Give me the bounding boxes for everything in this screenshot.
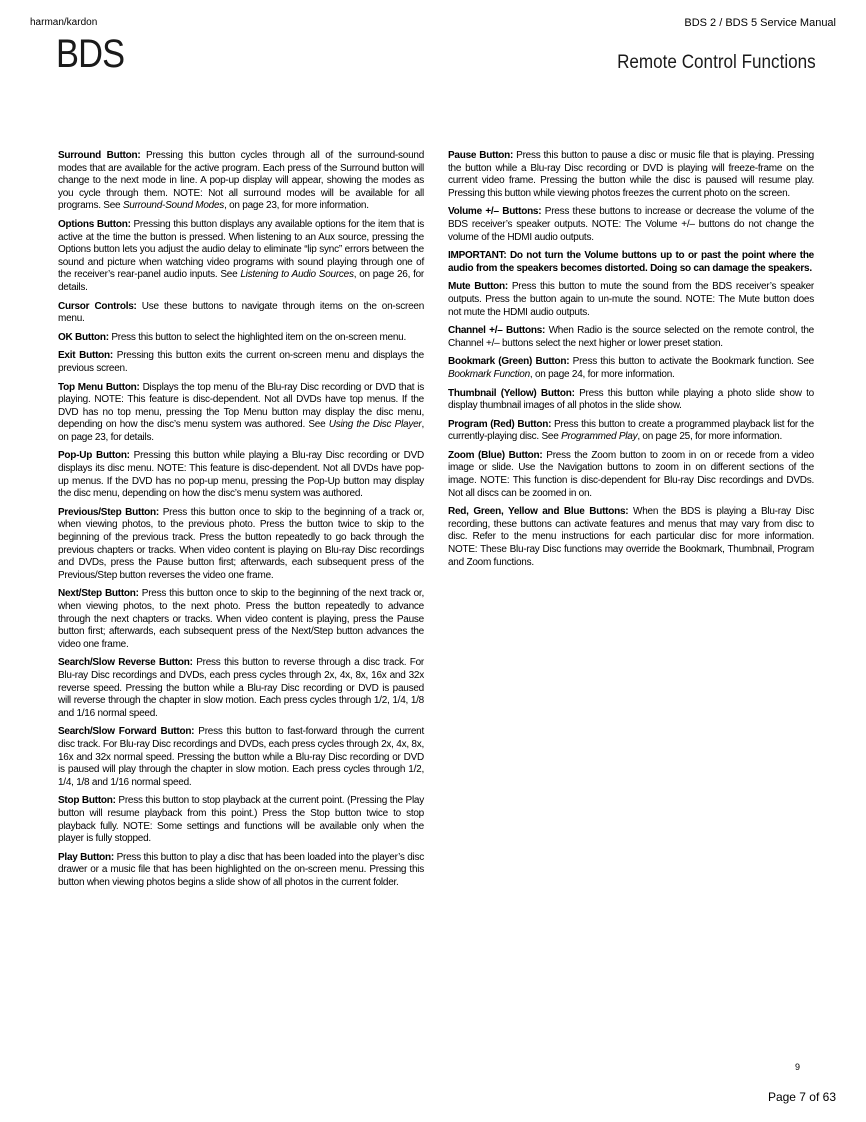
paragraph xyxy=(448,419,814,444)
cross-reference: Surround-Sound Modes xyxy=(122,200,225,212)
paragraph xyxy=(448,250,814,275)
paragraph-text-end: , on page 23, for more information. xyxy=(224,200,369,212)
paragraph-text: Press this button to create a programmed playback list for the currently-playing disc. See xyxy=(448,418,814,443)
paragraph-text: Press this button once to skip to the beginning of the next track or, when viewing photos, to the next photo. Press the button repeatedly to advance through the next chapters or tracks. When video content is playing, press the Pause button first; afterwards, each subsequent press of the Next/Step button advances the video one frame. xyxy=(58,588,424,650)
cross-reference: Bookmark Function xyxy=(448,368,530,380)
button-term: Pause Button: xyxy=(448,150,514,161)
button-term: Channel +/– Buttons: xyxy=(448,325,546,337)
paragraph-text: When Radio is the source selected on the remote control, the Channel +/– buttons select the next higher or lower preset station. xyxy=(448,325,814,349)
bds-logo: BDS xyxy=(56,32,125,76)
paragraph-text: Pressing this button while playing a Blu-ray Disc recording or DVD displays its disc menu. NOTE: This feature is disc-dependent. Not all DVDs have pop-up menus. If the DVD has no pop-up menu, pressing the Pop-Up button may display the disc menu, depending on how the disc’s menu system was authored. xyxy=(58,450,424,500)
button-term: OK Button: xyxy=(58,331,109,343)
paragraph-text: Pressing this button displays any available options for the item that is active at the time the button is pressed. When listening to an Aux source, pressing the Options button lets you adjust the audio delay to eliminate “lip sync” errors between the sound and picture when watching video programs with sound playing through one of the receiver’s rear-panel audio inputs. See xyxy=(58,218,424,281)
paragraph-text-end: , on page 25, for more information. xyxy=(637,431,783,443)
paragraph-text: Press the Zoom button to zoom in on or recede from a video image or slide. Use the Navigation buttons to zoom in on different sections of the image. NOTE: This function is disc-dependent for Blu-ray Disc recordings and DVDs. Not all discs can be zoomed in on. xyxy=(448,449,814,499)
left-column xyxy=(58,150,424,895)
page-number: 9 xyxy=(794,1062,800,1072)
paragraph-text-end: , on page 23, for details. xyxy=(58,419,424,443)
button-term: Bookmark (Green) Button: xyxy=(448,356,570,368)
paragraph xyxy=(58,301,424,326)
paragraph xyxy=(58,150,424,213)
paragraph-text: Press this button while playing a photo slide show to display thumbnail images of all photos in the slide show. xyxy=(448,387,814,412)
paragraph xyxy=(58,219,424,295)
button-term: Options Button: xyxy=(58,218,131,230)
paragraph-text: Press these buttons to increase or decrease the volume of the BDS receiver’s speaker outputs. NOTE: The Volume +/– buttons do not change the volume of the HDMI audio outputs. xyxy=(448,206,814,243)
paragraph xyxy=(448,450,814,500)
button-term: Zoom (Blue) Button: xyxy=(448,449,543,461)
button-term: Top Menu Button: xyxy=(58,381,140,393)
paragraph-text: Press this button to play a disc that has been loaded into the player’s disc drawer or a music file that has been highlighted on the on-screen menu. Pressing this button when viewing photos begins a slide show of all photos in the current folder. xyxy=(58,851,424,888)
paragraph-text-end: , on page 26, for details. xyxy=(58,269,424,293)
paragraph-text: Press this button to pause a disc or music file that is playing. Pressing the button while a Blu-ray Disc recording or DVD is playing will freeze-frame on the current video frame. Pressing the button while the disc is paused will resume play. Pressing this button while viewing photos freezes the current photo on the screen. xyxy=(448,150,814,199)
paragraph xyxy=(58,507,424,583)
section-title: Remote Control Functions xyxy=(617,52,816,73)
button-term: Pop-Up Button: xyxy=(58,450,130,462)
paragraph xyxy=(58,852,424,890)
button-term: Cursor Controls: xyxy=(58,300,137,312)
paragraph xyxy=(58,588,424,651)
paragraph xyxy=(58,382,424,445)
paragraph xyxy=(58,726,424,789)
paragraph xyxy=(58,657,424,720)
right-column xyxy=(448,150,814,575)
paragraph xyxy=(58,450,424,500)
button-term: Search/Slow Forward Button: xyxy=(58,726,195,738)
paragraph xyxy=(58,795,424,845)
button-term: Stop Button: xyxy=(58,795,116,807)
paragraph xyxy=(448,388,814,413)
button-term: IMPORTANT: Do not turn the Volume buttons up to or past the point where the audio from the speakers becomes distorted. Doing so can damage the speakers. xyxy=(448,250,814,274)
button-term: Play Button: xyxy=(58,851,114,863)
paragraph xyxy=(448,281,814,319)
button-term: Mute Button: xyxy=(448,281,508,293)
brand-name: harman/kardon xyxy=(30,17,98,28)
cross-reference: Programmed Play xyxy=(561,431,638,443)
paragraph-text: When the BDS is playing a Blu-ray Disc recording, these buttons can activate features and menus that may vary from disc to disc. Refer to the menu instructions for each particular disc for more information. NOTE: These Blu-ray Disc functions may override the Bookmark, Thumbnail, Program and Zoom functions. xyxy=(448,506,815,568)
paragraph xyxy=(448,150,814,200)
cross-reference: Using the Disc Player xyxy=(328,419,422,431)
button-term: Surround Button: xyxy=(58,150,141,161)
button-term: Next/Step Button: xyxy=(58,588,139,600)
paragraph-text: Press this button once to skip to the beginning of a track or, when viewing photos, to the previous photo. Press the button twice to skip to the beginning of the previous track. Press the button repeatedly to go back through the previous chapters or tracks. When video content is playing on Blu-ray Disc recordings and DVDs, press the Pause button first; afterwards, each subsequent press of the Previous/Step button reverses the video one frame. xyxy=(58,506,425,581)
button-term: Thumbnail (Yellow) Button: xyxy=(448,387,575,399)
button-term: Exit Button: xyxy=(58,350,113,362)
paragraph xyxy=(58,332,424,345)
paragraph-text: Use these buttons to navigate through items on the on-screen menu. xyxy=(58,300,425,325)
button-term: Volume +/– Buttons: xyxy=(448,206,542,218)
paragraph-text: Press this button to reverse through a disc track. For Blu-ray Disc recordings and DVDs, each press cycles through 2x, 4x, 8x, 16x and 32x reverse speed. Pressing the button while a Blu-ray Disc recording or DVD is paused will reverse through the chapter in slow motion. Each press cycles through 1/2, 1/4, 1/8 and 1/16 normal speed. xyxy=(58,657,424,719)
paragraph xyxy=(448,206,814,244)
paragraph xyxy=(448,325,814,350)
paragraph xyxy=(448,506,814,569)
paragraph-text: Displays the top menu of the Blu-ray Disc recording or DVD that is playing. NOTE: This feature is disc-dependent. Not all DVDs have top menus. If the DVD has no top menu, pressing the Top Menu button may display the disc menu, depending on how the disc’s menu system was authored. See xyxy=(58,381,424,431)
manual-title: BDS 2 / BDS 5 Service Manual xyxy=(684,17,836,29)
paragraph xyxy=(58,350,424,375)
cross-reference: Listening to Audio Sources xyxy=(240,269,354,281)
paragraph-text: Press this button to activate the Bookmark function. See xyxy=(569,356,814,368)
button-term: Previous/Step Button: xyxy=(58,506,159,518)
paragraph-text: Pressing this button exits the current on-screen menu and displays the previous screen. xyxy=(58,350,424,374)
paragraph-text-end: , on page 24, for more information. xyxy=(529,368,675,380)
paragraph-text: Press this button to fast-forward through the current disc track. For Blu-ray Disc recordings and DVDs, each press cycles through 2x, 4x, 8x, 16x and 32x normal speed. Pressing the button while a Blu-ray Disc recording or DVD is paused will play through the chapter in slow motion. Each press cycles through 1/2, 1/4, 1/8 and 1/16 normal speed. xyxy=(58,726,424,788)
paragraph-text: Pressing this button cycles through all of the surround-sound modes that are available for the active program. Each press of the Surround button will change to the next mode in line. A pop-up display will appear, showing the modes as you cycle through them. NOTE: Not all surround modes will be available for all programs. See xyxy=(58,150,425,212)
button-term: Search/Slow Reverse Button: xyxy=(58,657,193,669)
button-term: Red, Green, Yellow and Blue Buttons: xyxy=(448,506,629,518)
page-of: Page 7 of 63 xyxy=(767,1090,836,1104)
paragraph-text: Press this button to stop playback at the current point. (Pressing the Play button will resume playback from this point.) Press the Stop button twice to stop playback fully. NOTE: Some settings and functions will be available only when the player is fully stopped. xyxy=(58,795,424,845)
paragraph-text: Press this button to mute the sound from the BDS receiver’s speaker outputs. Press the button again to un-mute the sound. NOTE: The Mute button does not mute the HDMI audio outputs. xyxy=(448,281,814,318)
button-term: Program (Red) Button: xyxy=(448,418,552,430)
paragraph-text: Press this button to select the highlighted item on the on-screen menu. xyxy=(108,331,407,343)
paragraph xyxy=(448,356,814,381)
